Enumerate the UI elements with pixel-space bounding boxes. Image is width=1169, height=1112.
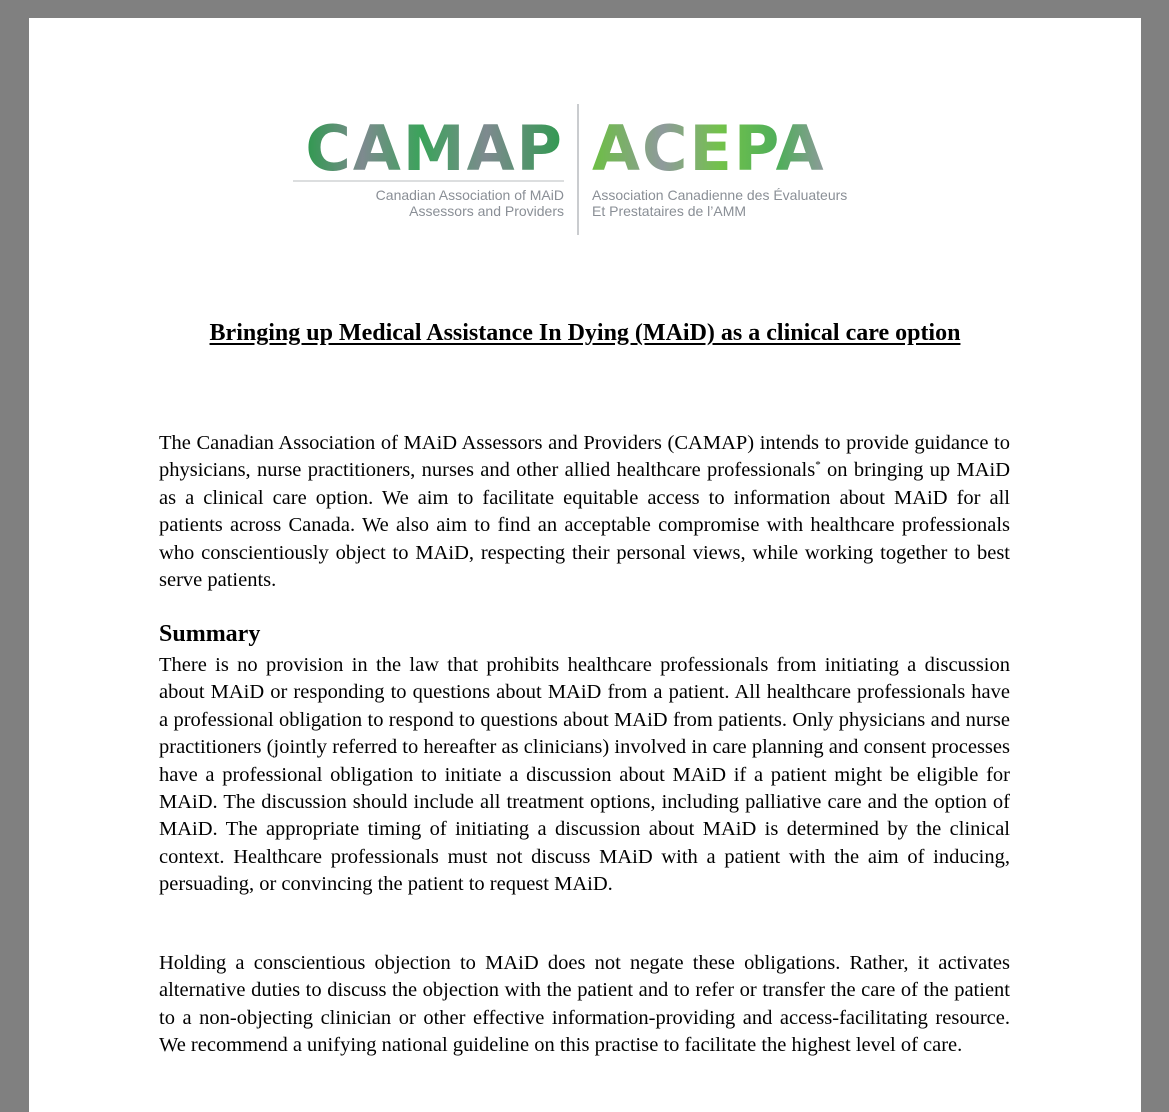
summary-heading: Summary	[159, 621, 261, 647]
logo-graphic	[29, 18, 1141, 258]
intro-paragraph	[159, 430, 1010, 594]
document-title: Bringing up Medical Assistance In Dying (MAiD) as a clinical care option	[209, 320, 961, 346]
document-page	[29, 18, 1141, 1112]
summary-paragraph-2: Holding a conscientious objection to MAiD does not negate these obligations. Rather, it activates alternative duties to discuss the objection with the patient and to refer or transfer the care of the patient to a non-objecting clinician or other effective information-providing and access-facilitating resource. We recommend a unifying national guideline on this practise to facilitate the highest level of care.	[159, 952, 1010, 1057]
logo-english-line-2: Assessors and Providers	[409, 203, 564, 219]
summary-paragraph-1: There is no provision in the law that prohibits healthcare professionals from initiating a discussion about MAiD or responding to questions about MAiD from a patient. All healthcare professionals have a professional obligation to respond to questions about MAiD from patients. Only physicians and nurse practitioners (jointly referred to hereafter as clinicians) involved in care planning and consent processes have a professional obligation to initiate a discussion about MAiD if a patient might be eligible for MAiD. The discussion should include all treatment options, including palliative care and the option of MAiD. The appropriate timing of initiating a discussion about MAiD is determined by the clinical context. Healthcare professionals must not discuss MAiD with a patient with the aim of inducing, persuading, or convincing the patient to request MAiD.	[159, 654, 1010, 896]
camap-acepa-logo	[29, 18, 1141, 258]
footnote-marker: *	[815, 459, 821, 472]
intro-text-part-1: The Canadian Association of MAiD Assessors and Providers (CAMAP) intends to provide guidance to physicians, nurse practitioners, nurses and other allied healthcare professionals	[159, 432, 1010, 482]
logo-acepa-wordmark: ACEPA	[592, 112, 826, 185]
intro-text-part-2: on bringing up MAiD as a clinical care option. We aim to facilitate equitable access to information about MAiD for all patients across Canada. We also aim to find an acceptable compromise with healthcare professionals who conscientiously object to MAiD, respecting their personal views, while working together to best serve patients.	[159, 459, 1011, 592]
logo-camap-wordmark: CAMAP	[305, 112, 564, 185]
logo-french-line-2: Et Prestataires de l’AMM	[592, 203, 747, 219]
logo-french-line-1: Association Canadienne des Évaluateurs	[592, 187, 848, 203]
logo-english-line-1: Canadian Association of MAiD	[375, 187, 564, 203]
